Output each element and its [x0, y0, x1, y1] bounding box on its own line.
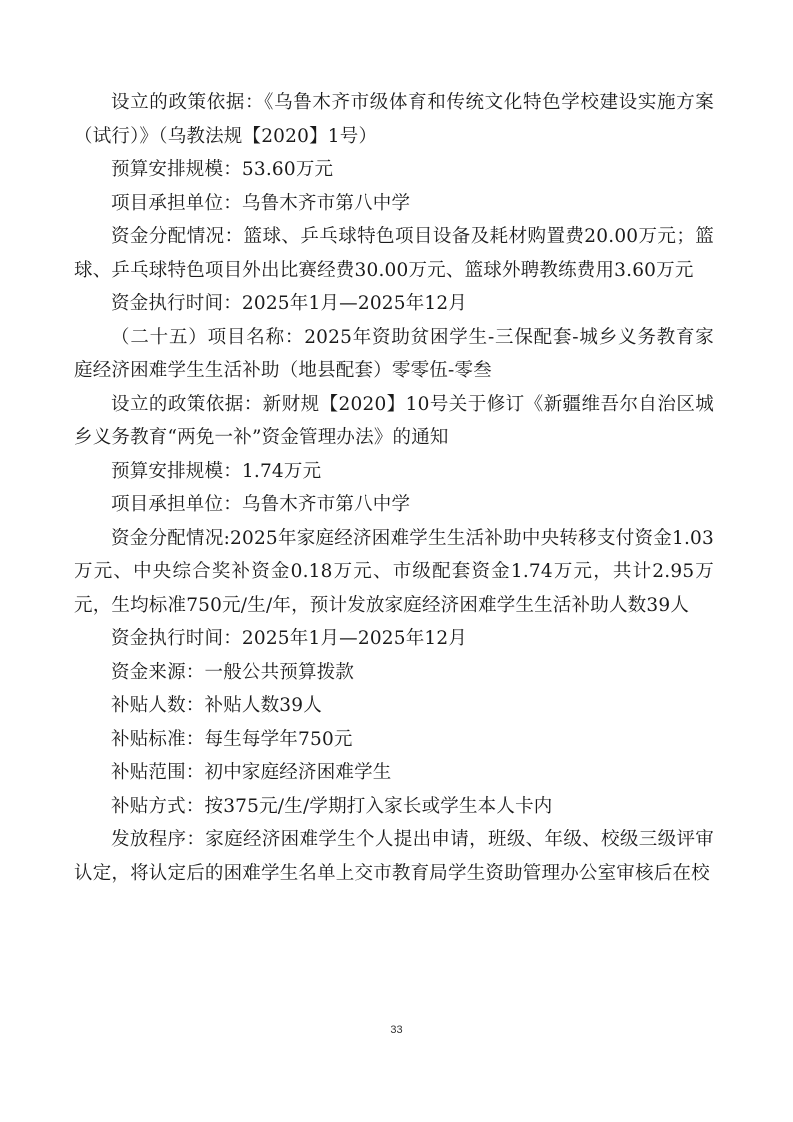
- document-body: [74, 86, 714, 890]
- policy-basis-paragraph: 设立的政策依据：《乌鲁木齐市级体育和传统文化特色学校建设实施方案（试行）》（乌教法规【2020】1号）: [74, 92, 714, 147]
- budget-scale-paragraph: 预算安排规模：53.60万元: [111, 159, 334, 180]
- undertaking-unit-paragraph-2: 项目承担单位：乌鲁木齐市第八中学: [111, 494, 411, 515]
- policy-basis-paragraph-2: 设立的政策依据：新财规【2020】10号关于修订《新疆维吾尔自治区城乡义务教育“两免一补”资金管理办法》的通知: [74, 393, 714, 448]
- budget-scale-paragraph-2: 预算安排规模：1.74万元: [111, 460, 322, 482]
- distribution-procedure-paragraph: 发放程序：家庭经济困难学生个人提出申请，班级、年级、校级三级评审认定，将认定后的困难学生名单上交市教育局学生资助管理办公室审核后在校: [74, 829, 714, 884]
- subsidy-count-paragraph: 补贴人数：补贴人数39人: [111, 695, 322, 716]
- fund-allocation-paragraph: 资金分配情况：篮球、乒乓球特色项目设备及耗材购置费20.00万元；篮球、乒乓球特色项目外出比赛经费30.00万元、篮球外聘教练费用3.60万元: [74, 226, 714, 281]
- project-title-paragraph: （二十五）项目名称：2025年资助贫困学生-三保配套-城乡义务教育家庭经济困难学生生活补助（地县配套）零零伍-零叁: [74, 326, 714, 381]
- subsidy-method-paragraph: 补贴方式：按375元/生/学期打入家长或学生本人卡内: [111, 795, 553, 817]
- fund-source-paragraph: 资金来源：一般公共预算拨款: [111, 661, 355, 683]
- execution-time-paragraph: 资金执行时间：2025年1月—2025年12月: [111, 293, 468, 314]
- fund-allocation-paragraph-2: 资金分配情况:2025年家庭经济困难学生生活补助中央转移支付资金1.03万元、中央综合奖补资金0.18万元、市级配套资金1.74万元，共计2.95万元，生均标准750元/生/年，预计发放家庭经济困难学生生活补助人数39人: [74, 527, 714, 616]
- execution-time-paragraph-2: 资金执行时间：2025年1月—2025年12月: [111, 628, 468, 649]
- undertaking-unit-paragraph: 项目承担单位：乌鲁木齐市第八中学: [111, 192, 411, 214]
- subsidy-scope-paragraph: 补贴范围：初中家庭经济困难学生: [111, 762, 392, 783]
- subsidy-standard-paragraph: 补贴标准：每生每学年750元: [111, 728, 353, 750]
- page-number: 33: [390, 1024, 403, 1036]
